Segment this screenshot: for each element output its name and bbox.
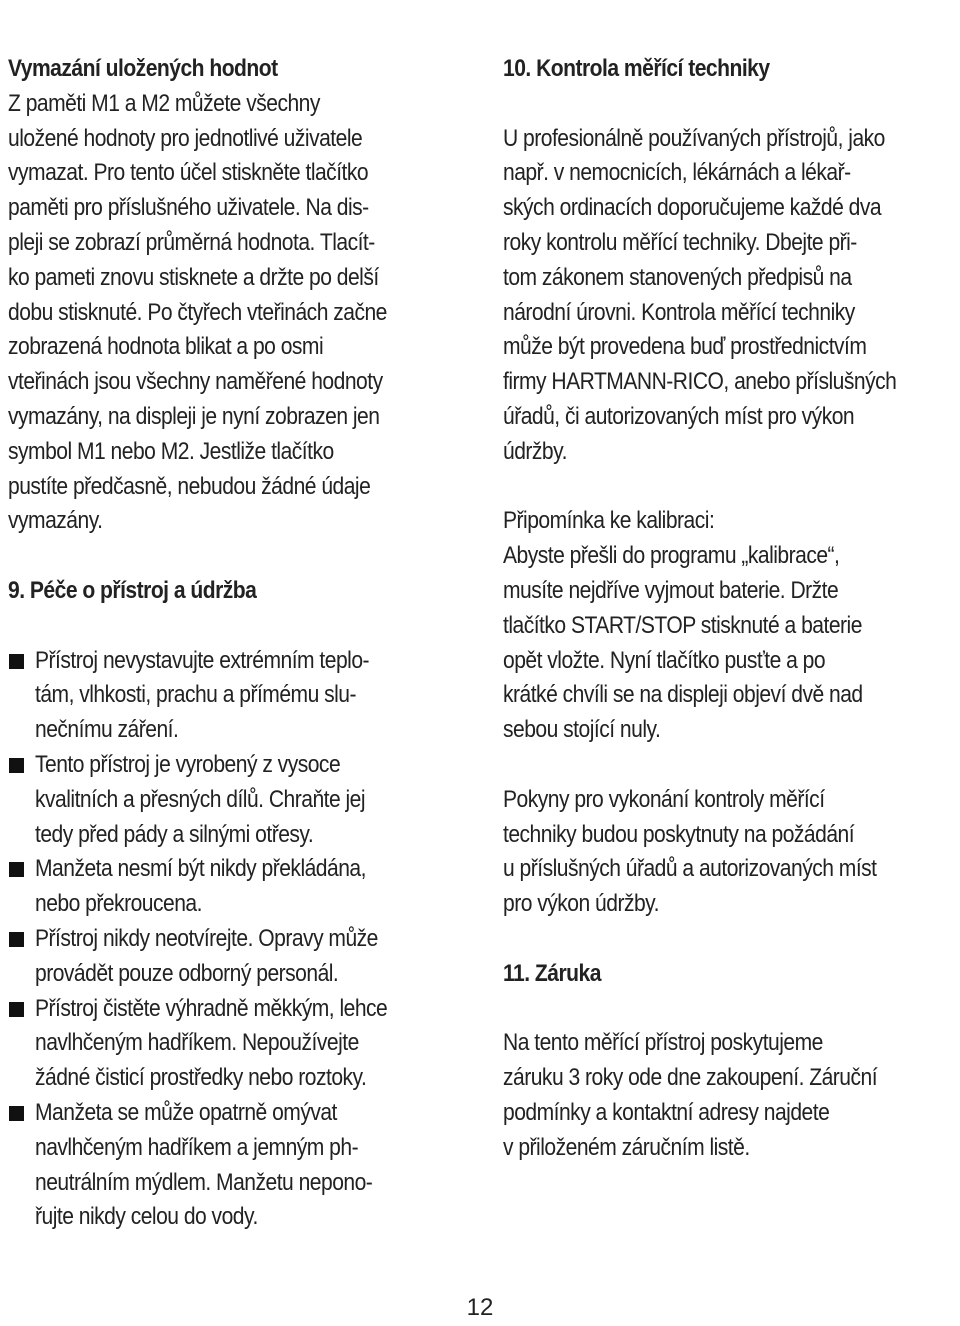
paragraph-line: úřadů, či autorizovaných míst pro výkon xyxy=(503,402,855,430)
bullet-line: řujte nikdy celou do vody. xyxy=(35,1203,258,1231)
paragraph-line: uložené hodnoty pro jednotlivé uživatele xyxy=(8,124,363,152)
paragraph-line: např. v nemocnicích, lékárnách a lékař- xyxy=(503,159,851,187)
paragraph-line: vymazány, na displeji je nyní zobrazen jen xyxy=(8,402,380,430)
bullet-line: kvalitních a přesných dílů. Chraňte jej xyxy=(35,785,366,813)
bullet-item xyxy=(8,748,463,852)
paragraph-line: ských ordinacích doporučujeme každé dva xyxy=(503,194,882,222)
paragraph-line: u příslušných úřadů a autorizovaných míst xyxy=(503,855,877,883)
paragraph-line: Na tento měřící přístroj poskytujeme xyxy=(503,1029,823,1057)
bullet-square-icon xyxy=(9,1002,24,1017)
bullet-line: Manžeta nesmí být nikdy překládána, xyxy=(35,855,366,883)
instructions-paragraph xyxy=(503,783,958,922)
bullet-item xyxy=(8,644,463,748)
paragraph-line: roky kontrolu měřící techniky. Dbejte při- xyxy=(503,228,857,256)
heading-warranty: 11. Záruka xyxy=(503,959,601,987)
left-column xyxy=(8,52,463,1235)
bullet-line: tám, vlhkosti, prachu a přímému slu- xyxy=(35,681,357,709)
calibration-heading: Připomínka ke kalibraci: xyxy=(503,507,715,535)
paragraph-line: firmy HARTMANN-RICO, anebo příslušných xyxy=(503,368,897,396)
bullet-line: navlhčeným hadříkem a jemným ph- xyxy=(35,1133,359,1161)
bullet-item xyxy=(8,1096,463,1235)
bullet-line: Tento přístroj je vyrobený z vysoce xyxy=(35,750,341,778)
paragraph-line: pro výkon údržby. xyxy=(503,890,659,918)
bullet-square-icon xyxy=(9,1106,24,1121)
bullet-square-icon xyxy=(9,932,24,947)
paragraph-line: podmínky a kontaktní adresy najdete xyxy=(503,1098,830,1126)
paragraph-line: symbol M1 nebo M2. Jestliže tlačítko xyxy=(8,437,334,465)
paragraph-line: zobrazená hodnota blikat a po osmi xyxy=(8,333,324,361)
bullet-line: žádné čisticí prostředky nebo roztoky. xyxy=(35,1064,367,1092)
paragraph-line: paměti pro příslušného uživatele. Na dis- xyxy=(8,194,369,222)
paragraph-line: vteřinách jsou všechny naměřené hodnoty xyxy=(8,368,383,396)
bullet-item xyxy=(8,852,463,922)
paragraph-line: Z paměti M1 a M2 můžete všechny xyxy=(8,89,320,117)
paragraph-line: tom zákonem stanovených předpisů na xyxy=(503,263,852,291)
bullet-line: provádět pouze odborný personál. xyxy=(35,959,339,987)
bullet-line: tedy před pády a silnými otřesy. xyxy=(35,820,314,848)
bullet-line: Přístroj nikdy neotvírejte. Opravy může xyxy=(35,924,378,952)
bullet-square-icon xyxy=(9,654,24,669)
paragraph-line: dobu stisknuté. Po čtyřech vteřinách začne xyxy=(8,298,387,326)
bullet-line: Manžeta se může opatrně omývat xyxy=(35,1098,337,1126)
warranty-paragraph xyxy=(503,1026,958,1165)
paragraph-line: Abyste přešli do programu „kalibrace“, xyxy=(503,542,840,570)
paragraph-line: může být provedena buď prostřednictvím xyxy=(503,333,867,361)
heading-measurement-check: 10. Kontrola měřící techniky xyxy=(503,55,770,82)
bullet-item xyxy=(8,992,463,1096)
paragraph-line: tlačítko START/STOP stisknuté a baterie xyxy=(503,611,862,639)
bullet-square-icon xyxy=(9,862,24,877)
paragraph-line: pustíte předčasně, nebudou žádné údaje xyxy=(8,472,371,500)
paragraph-line: U profesionálně používaných přístrojů, jako xyxy=(503,124,885,152)
calibration-paragraph xyxy=(503,539,958,748)
paragraph-line: krátké chvíli se na displeji objeví dvě nad xyxy=(503,681,863,709)
delete-values-paragraph xyxy=(8,87,463,539)
page-number: 12 xyxy=(466,1294,494,1321)
right-column xyxy=(503,52,958,1166)
paragraph-line: techniky budou poskytnuty na požádání xyxy=(503,820,855,848)
paragraph-line: vymazány. xyxy=(8,507,103,535)
paragraph-line: sebou stojící nuly. xyxy=(503,716,661,744)
bullet-square-icon xyxy=(9,758,24,773)
bullet-item xyxy=(8,922,463,992)
paragraph-line: opět vložte. Nyní tlačítko pusťte a po xyxy=(503,646,826,674)
paragraph-line: Pokyny pro vykonání kontroly měřící xyxy=(503,785,825,813)
section-title-delete-values: Vymazání uložených hodnot xyxy=(8,55,278,82)
bullet-line: neutrálním mýdlem. Manžetu nepono- xyxy=(35,1168,373,1196)
bullet-line: nečnímu záření. xyxy=(35,716,179,744)
bullet-line: nebo překroucena. xyxy=(35,890,202,918)
bullet-line: Přístroj nevystavujte extrémním teplo- xyxy=(35,646,370,674)
measurement-check-paragraph xyxy=(503,122,958,470)
paragraph-line: národní úrovni. Kontrola měřící techniky xyxy=(503,298,855,326)
paragraph-line: pleji se zobrazí průměrná hodnota. Tlacít- xyxy=(8,228,375,256)
paragraph-line: údržby. xyxy=(503,437,567,465)
paragraph-line: vymazat. Pro tento účel stiskněte tlačítko xyxy=(8,159,369,187)
care-heading: 9. Péče o přístroj a údržba xyxy=(8,576,257,604)
bullet-line: Přístroj čistěte výhradně měkkým, lehce xyxy=(35,994,388,1022)
paragraph-line: záruku 3 roky ode dne zakoupení. Záruční xyxy=(503,1064,878,1092)
bullet-line: navlhčeným hadříkem. Nepoužívejte xyxy=(35,1029,359,1057)
paragraph-line: ko pameti znovu stisknete a držte po delší xyxy=(8,263,379,291)
paragraph-line: v přiloženém záručním listě. xyxy=(503,1133,750,1161)
paragraph-line: musíte nejdříve vyjmout baterie. Držte xyxy=(503,576,839,604)
